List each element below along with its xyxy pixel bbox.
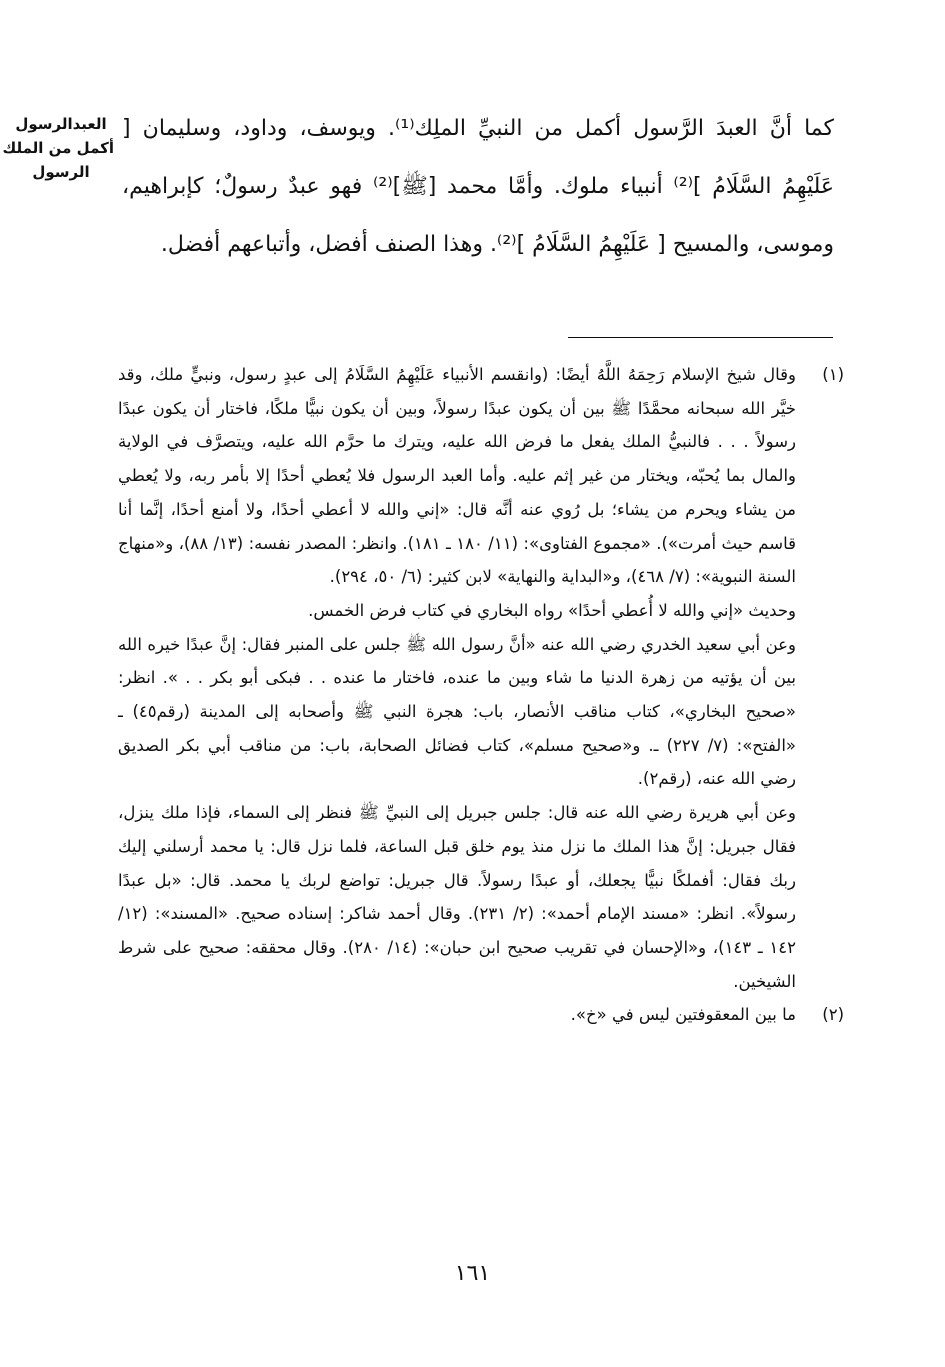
footnote-body [118,358,796,998]
footnote-paragraph: وحديث «إني والله لا أُعطي أحدًا» رواه البخاري في كتاب فرض الخمس. [308,600,796,620]
footnote-body [118,998,796,1032]
main-paragraph: كما أنَّ العبدَ الرَّسول أكمل من النبيِّ الملِك⁽¹⁾. ويوسف، وداود، وسليمان [ عَلَيْهِمُ السَّلَامُ ]⁽²⁾ أنبياء ملوك. وأمَّا محمد [ﷺ]⁽²⁾ فهو عبدٌ رسولٌ؛ كإبراهيم، وموسى، والمسيح [ عَلَيْهِمُ السَّلَامُ ]⁽²⁾. وهذا الصنف أفضل، وأتباعهم أفضل. [122,116,834,257]
margin-note-line: الرسول [32,163,90,181]
footnotes [118,358,844,1032]
footnote-separator [568,337,833,338]
main-text [122,100,834,274]
page-number: ١٦١ [454,1261,491,1286]
footnote-number: (٢) [822,1005,844,1025]
footnote-paragraph: وعن أبي سعيد الخدري رضي الله عنه «أنَّ رسول الله ﷺ جلس على المنبر فقال: إنَّ عبدًا خيره الله بين أن يؤتيه من زهرة الدنيا ما شاء وبين ما عنده، فاختار ما عنده . . فبكى أبو بكر . . ». انظر: «صحيح البخاري»، كتاب مناقب الأنصار، باب: هجرة النبي ﷺ وأصحابه إلى المدينة (رقم٤٥) ـ «الفتح»: (٧/ ٢٢٧) ـ. و«صحيح مسلم»، كتاب فضائل الصحابة، باب: من مناقب أبي بكر الصديق رضي الله عنه، (رقم٢). [118,634,796,789]
margin-note [2,112,114,184]
footnote-paragraph: وعن أبي هريرة رضي الله عنه قال: جلس جبريل إلى النبيِّ ﷺ فنظر إلى السماء، فإذا ملك ينزل، فقال جبريل: إنَّ هذا الملك ما نزل منذ يوم خلق قبل الساعة، فلما نزل قال: يا محمد أرسلني إليك ربك فقال: أفملكًا نبيًّا يجعلك، أو عبدًا رسولاً. قال جبريل: تواضع لربك يا محمد. قال: «بل عبدًا رسولاً». انظر: «مسند الإمام أحمد»: (٢/ ٢٣١). وقال أحمد شاكر: إسناده صحيح. «المسند»: (١٢/ ١٤٢ ـ ١٤٣)، و«الإحسان في تقريب صحيح ابن حبان»: (١٤/ ٢٨٠). وقال محققه: صحيح على شرط الشيخين. [118,803,796,991]
footnote-paragraph: ما بين المعقوفتين ليس في «خ». [570,1005,796,1025]
footnote-number: (١) [822,365,844,384]
margin-note-line: العبدالرسول [15,115,107,133]
footnote-paragraph: وقال شيخ الإسلام رَحِمَهُ اللَّهُ أيضًا: (وانقسم الأنبياء عَلَيْهِمُ السَّلَامُ إلى عبدٍ رسول، ونبيٍّ ملك، وقد خيَّر الله سبحانه محمَّدًا ﷺ بين أن يكون عبدًا رسولاً، وبين أن يكون نبيًّا ملكًا، فاختار أن يكون عبدًا رسولاً . . . فالنبيُّ الملك يفعل ما فرض الله عليه، ويترك ما حرَّم الله عليه، ويتصرَّف في الولاية والمال بما يُحبّه، ويختار من غير إثم عليه. وأما العبد الرسول فلا يُعطي أحدًا إلا بأمر ربه، ولا يُعطي من يشاء ويحرم من يشاء؛ بل رُوي عنه أنَّه قال: «إني والله لا أعطي أحدًا، ولا أمنع أحدًا، إنَّما أنا قاسم حيث أمرت»). «مجموع الفتاوى»: (١١/ ١٨٠ ـ ١٨١). وانظر: المصدر نفسه: (١٣/ ٨٨)، و«منهاج السنة النبوية»: (٧/ ٤٦٨)، و«البداية والنهاية» لابن كثير: (٦/ ٥٠، ٢٩٤). [118,365,796,587]
footnote-1 [118,358,844,998]
footnote-2 [118,998,844,1032]
margin-note-line: أكمل من الملك [2,139,114,157]
